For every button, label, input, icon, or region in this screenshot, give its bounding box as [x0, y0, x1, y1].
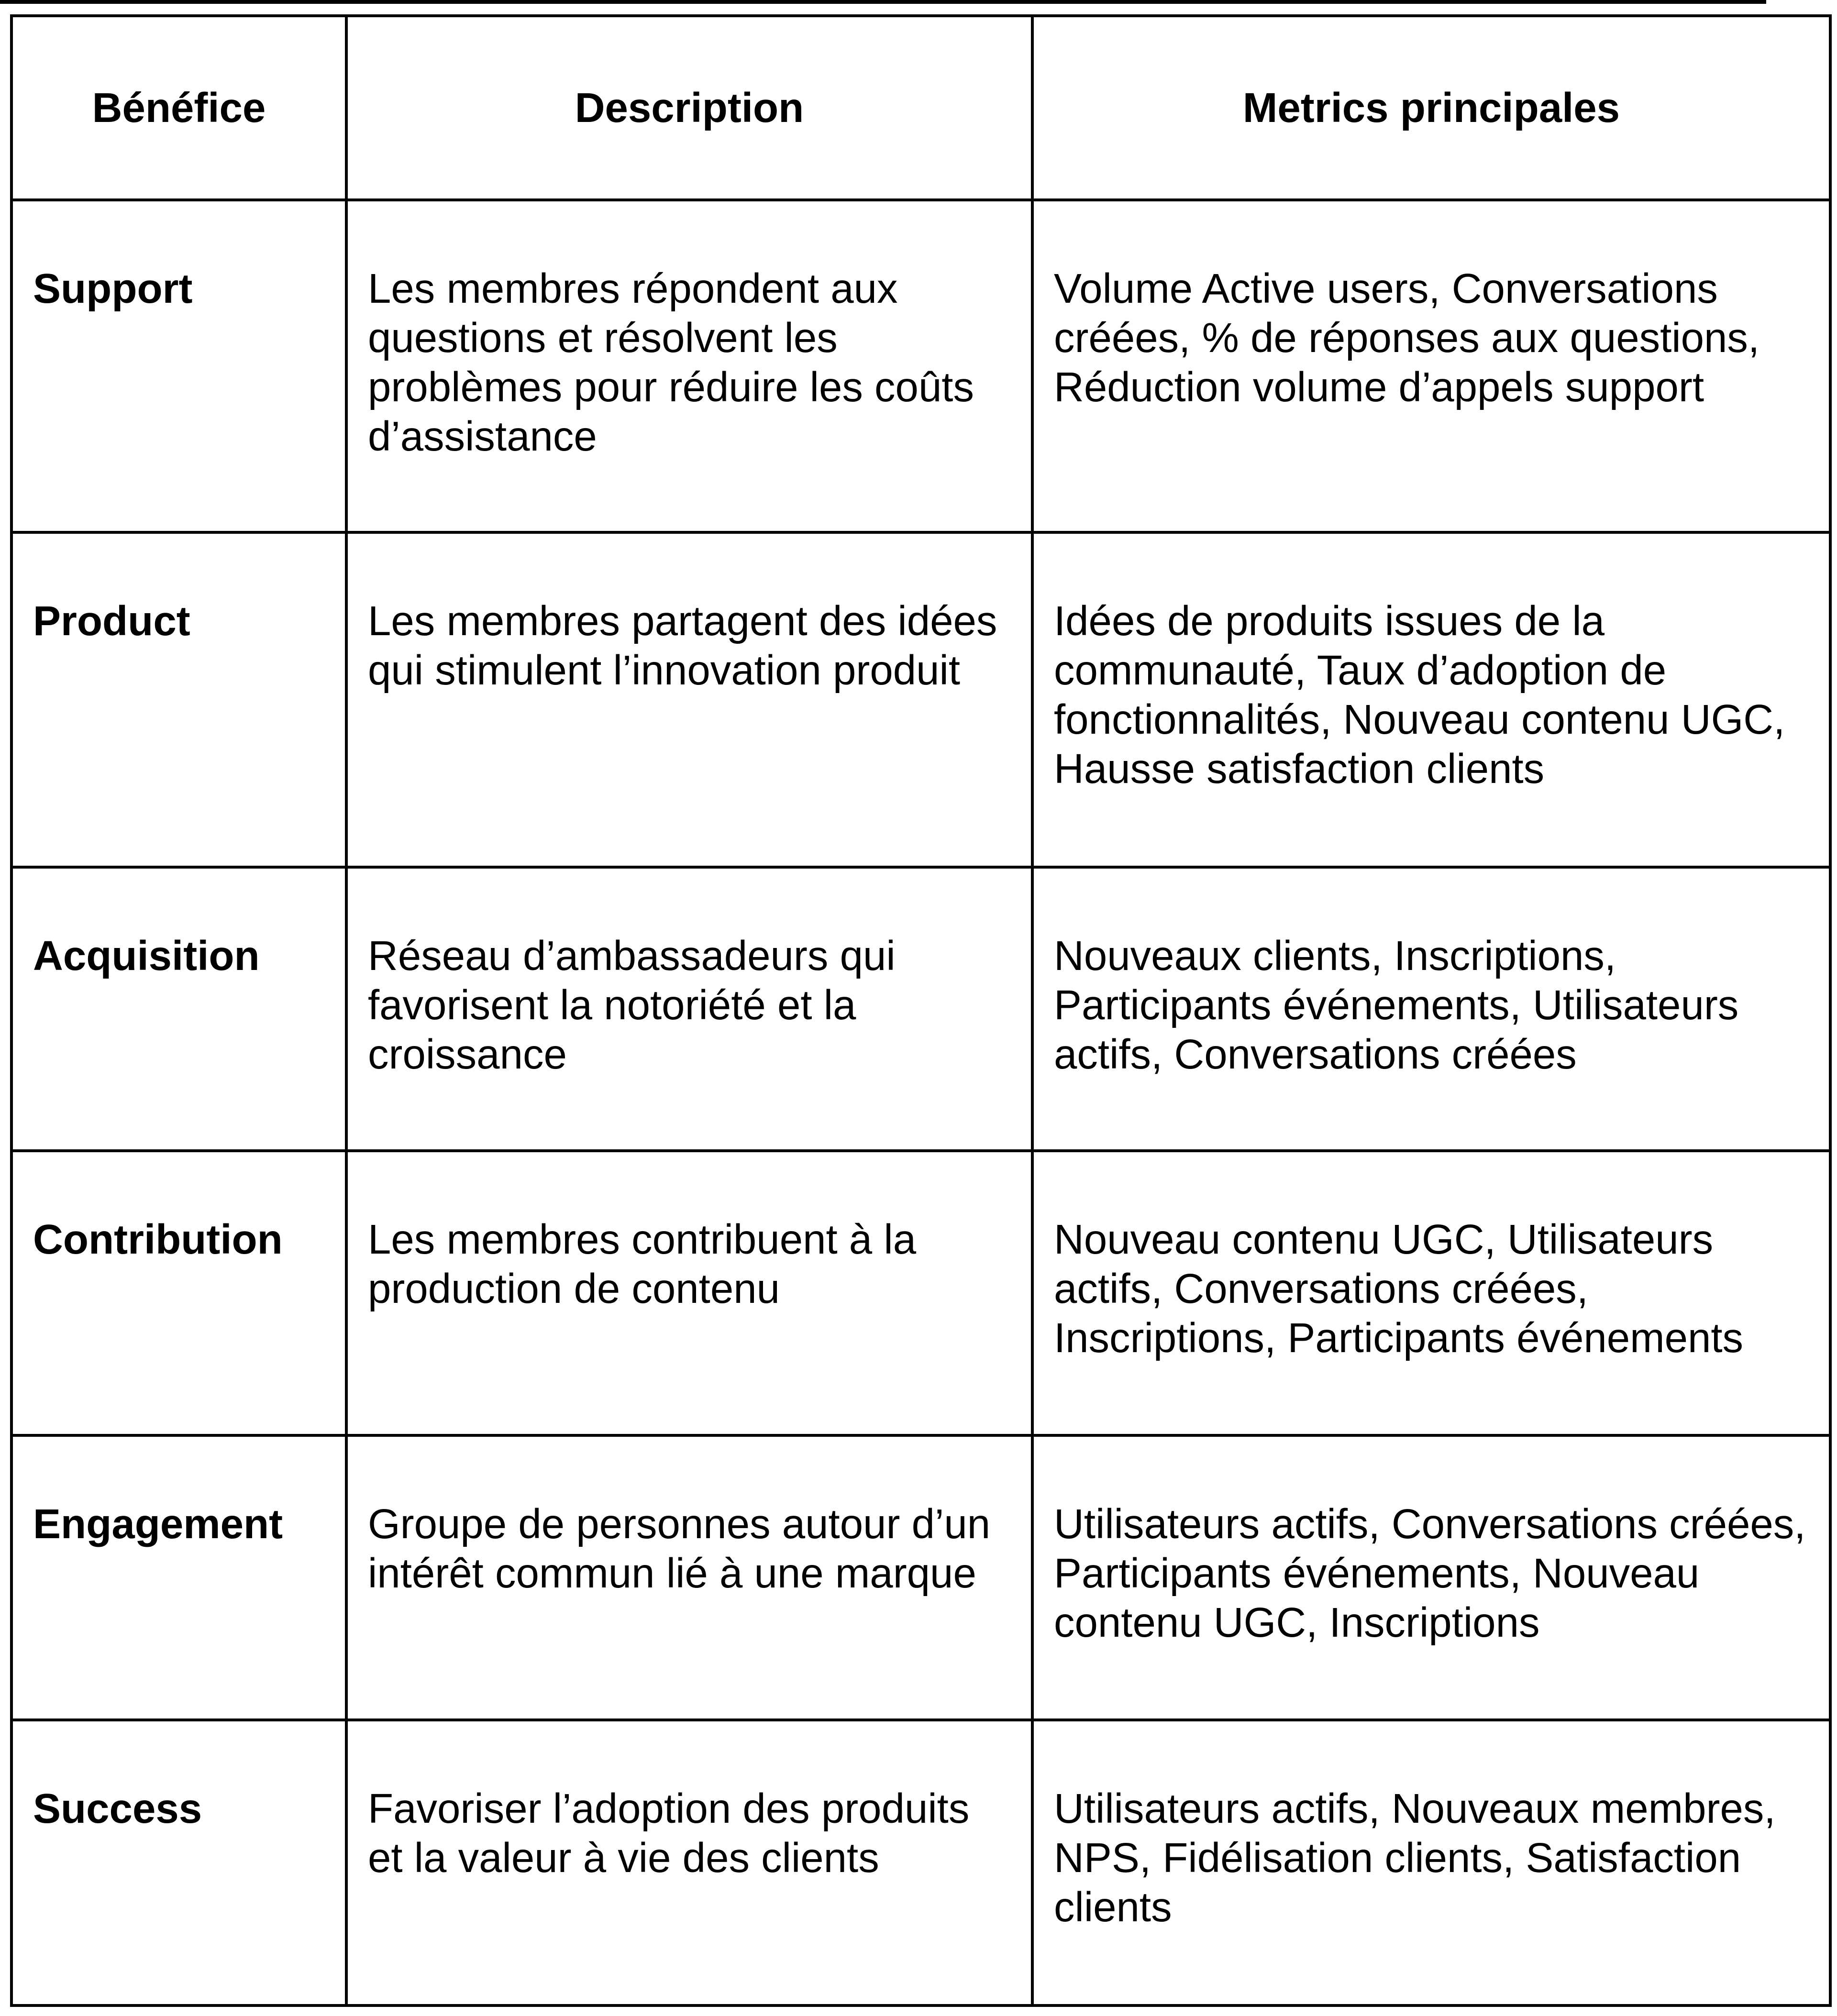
table-row-contribution	[11, 1151, 1830, 1435]
description-cell: Les membres contribuent à la production de contenu	[346, 1151, 1032, 1435]
header-benefit: Bénéfice	[11, 16, 346, 200]
table-row-success	[11, 1720, 1830, 2005]
top-rule	[0, 0, 1766, 4]
description-cell: Favoriser l’adoption des produits et la valeur à vie des clients	[346, 1720, 1032, 2005]
metrics-cell: Utilisateurs actifs, Nouveaux membres, NPS, Fidélisation clients, Satisfaction clients	[1032, 1720, 1830, 2005]
header-row	[11, 16, 1830, 200]
benefit-cell: Product	[11, 532, 346, 867]
benefit-cell: Acquisition	[11, 867, 346, 1151]
description-cell: Groupe de personnes autour d’un intérêt commun lié à une marque	[346, 1435, 1032, 1720]
benefit-cell: Engagement	[11, 1435, 346, 1720]
benefit-cell: Contribution	[11, 1151, 346, 1435]
description-cell: Les membres partagent des idées qui stimulent l’innovation produit	[346, 532, 1032, 867]
metrics-cell: Nouveaux clients, Inscriptions, Participants événements, Utilisateurs actifs, Conversations créées	[1032, 867, 1830, 1151]
metrics-cell: Utilisateurs actifs, Conversations créées, Participants événements, Nouveau contenu UGC, Inscriptions	[1032, 1435, 1830, 1720]
header-metrics: Metrics principales	[1032, 16, 1830, 200]
metrics-cell: Volume Active users, Conversations créées, % de réponses aux questions, Réduction volume d’appels support	[1032, 200, 1830, 532]
benefit-cell: Success	[11, 1720, 346, 2005]
table-row-engagement	[11, 1435, 1830, 1720]
header-description: Description	[346, 16, 1032, 200]
description-cell: Les membres répondent aux questions et résolvent les problèmes pour réduire les coûts d’assistance	[346, 200, 1032, 532]
benefits-table	[10, 14, 1832, 2007]
table-row-acquisition	[11, 867, 1830, 1151]
metrics-cell: Idées de produits issues de la communauté, Taux d’adoption de fonctionnalités, Nouveau contenu UGC, Hausse satisfaction clients	[1032, 532, 1830, 867]
benefit-cell: Support	[11, 200, 346, 532]
description-cell: Réseau d’ambassadeurs qui favorisent la notoriété et la croissance	[346, 867, 1032, 1151]
metrics-cell: Nouveau contenu UGC, Utilisateurs actifs, Conversations créées, Inscriptions, Participants événements	[1032, 1151, 1830, 1435]
table-row-product	[11, 532, 1830, 867]
table-row-support	[11, 200, 1830, 532]
